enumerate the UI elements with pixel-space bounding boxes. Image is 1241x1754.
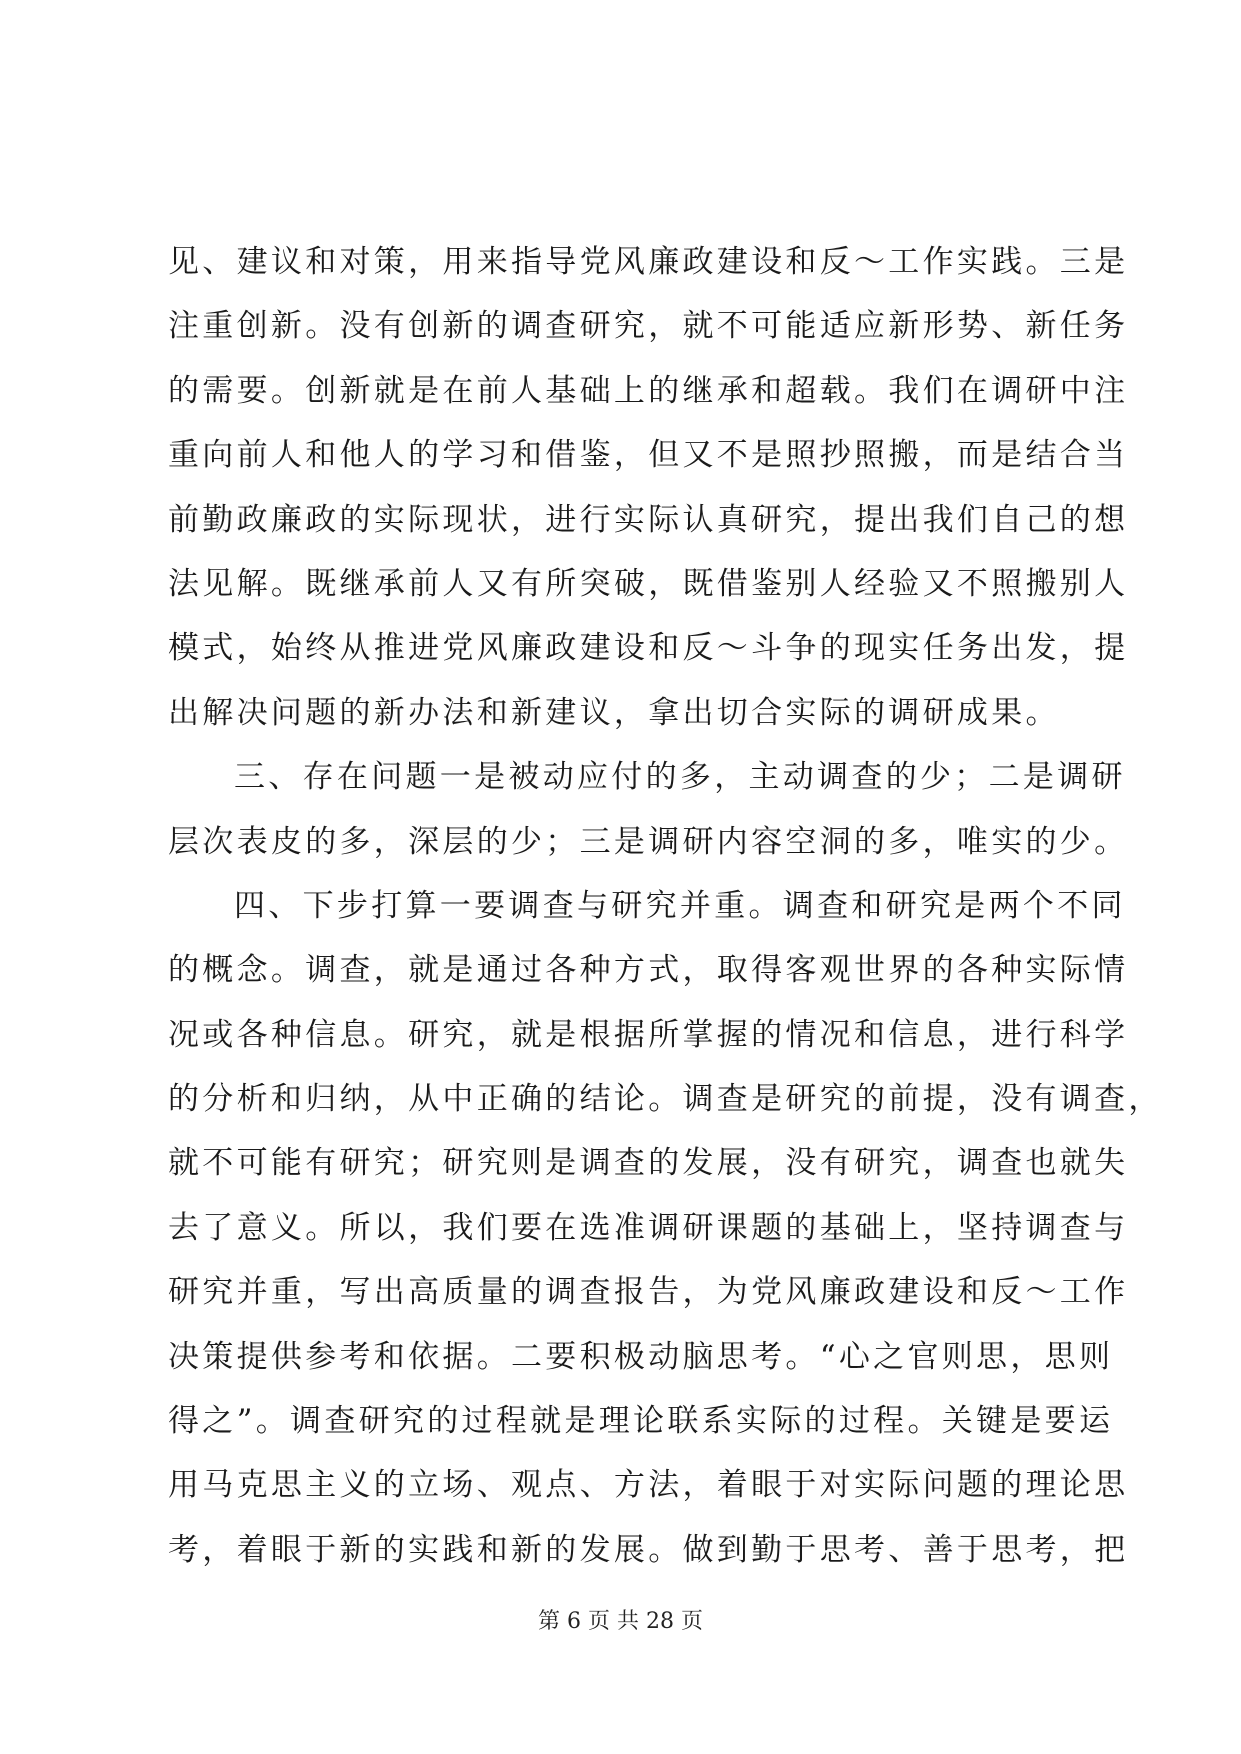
text-line: 用马克思主义的立场、观点、方法，着眼于对实际问题的理论思 [168, 1467, 1129, 1504]
text-line: 见、建议和对策，用来指导党风廉政建设和反～工作实践。三是 [168, 244, 1129, 280]
text-line: 模式，始终从推进党风廉政建设和反～斗争的现实任务出发，提 [168, 630, 1129, 667]
text-line: 法见解。既继承前人又有所突破，既借鉴别人经验又不照搬别人 [168, 565, 1129, 602]
text-line: 前勤政廉政的实际现状，进行实际认真研究，提出我们自己的想 [168, 501, 1129, 538]
text-line: 就不可能有研究；研究则是调查的发展，没有研究，调查也就失 [168, 1145, 1129, 1182]
text-line: 的分析和归纳，从中正确的结论。调查是研究的前提，没有调查， [168, 1081, 1163, 1118]
text-line: 的概念。调查，就是通过各种方式，取得客观世界的各种实际情 [168, 952, 1129, 989]
text-line: 层次表皮的多，深层的少；三是调研内容空洞的多，唯实的少。 [168, 823, 1129, 860]
text-line: 决策提供参考和依据。二要积极动脑思考。“心之官则思，思则 [168, 1338, 1114, 1375]
text-line: 去了意义。所以，我们要在选准调研课题的基础上，坚持调查与 [168, 1209, 1129, 1246]
text-line: 三、存在问题一是被动应付的多，主动调查的少；二是调研 [234, 759, 1126, 796]
text-line: 的需要。创新就是在前人基础上的继承和超载。我们在调研中注 [168, 372, 1129, 409]
text-line: 况或各种信息。研究，就是根据所掌握的情况和信息，进行科学 [168, 1016, 1129, 1053]
page-footer: 第 6 页 共 28 页 [538, 1609, 703, 1634]
body-text [168, 230, 1163, 1582]
text-line: 出解决问题的新办法和新建议，拿出切合实际的调研成果。 [168, 694, 1060, 731]
text-line: 得之”。调查研究的过程就是理论联系实际的过程。关键是要运 [168, 1403, 1114, 1440]
text-line: 考，着眼于新的实践和新的发展。做到勤于思考、善于思考，把 [168, 1531, 1129, 1568]
text-line: 四、下步打算一要调查与研究并重。调查和研究是两个不同 [234, 887, 1126, 924]
text-line: 重向前人和他人的学习和借鉴，但又不是照抄照搬，而是结合当 [168, 437, 1129, 474]
text-line: 注重创新。没有创新的调查研究，就不可能适应新形势、新任务 [168, 308, 1129, 345]
text-line: 研究并重，写出高质量的调查报告，为党风廉政建设和反～工作 [168, 1274, 1129, 1311]
